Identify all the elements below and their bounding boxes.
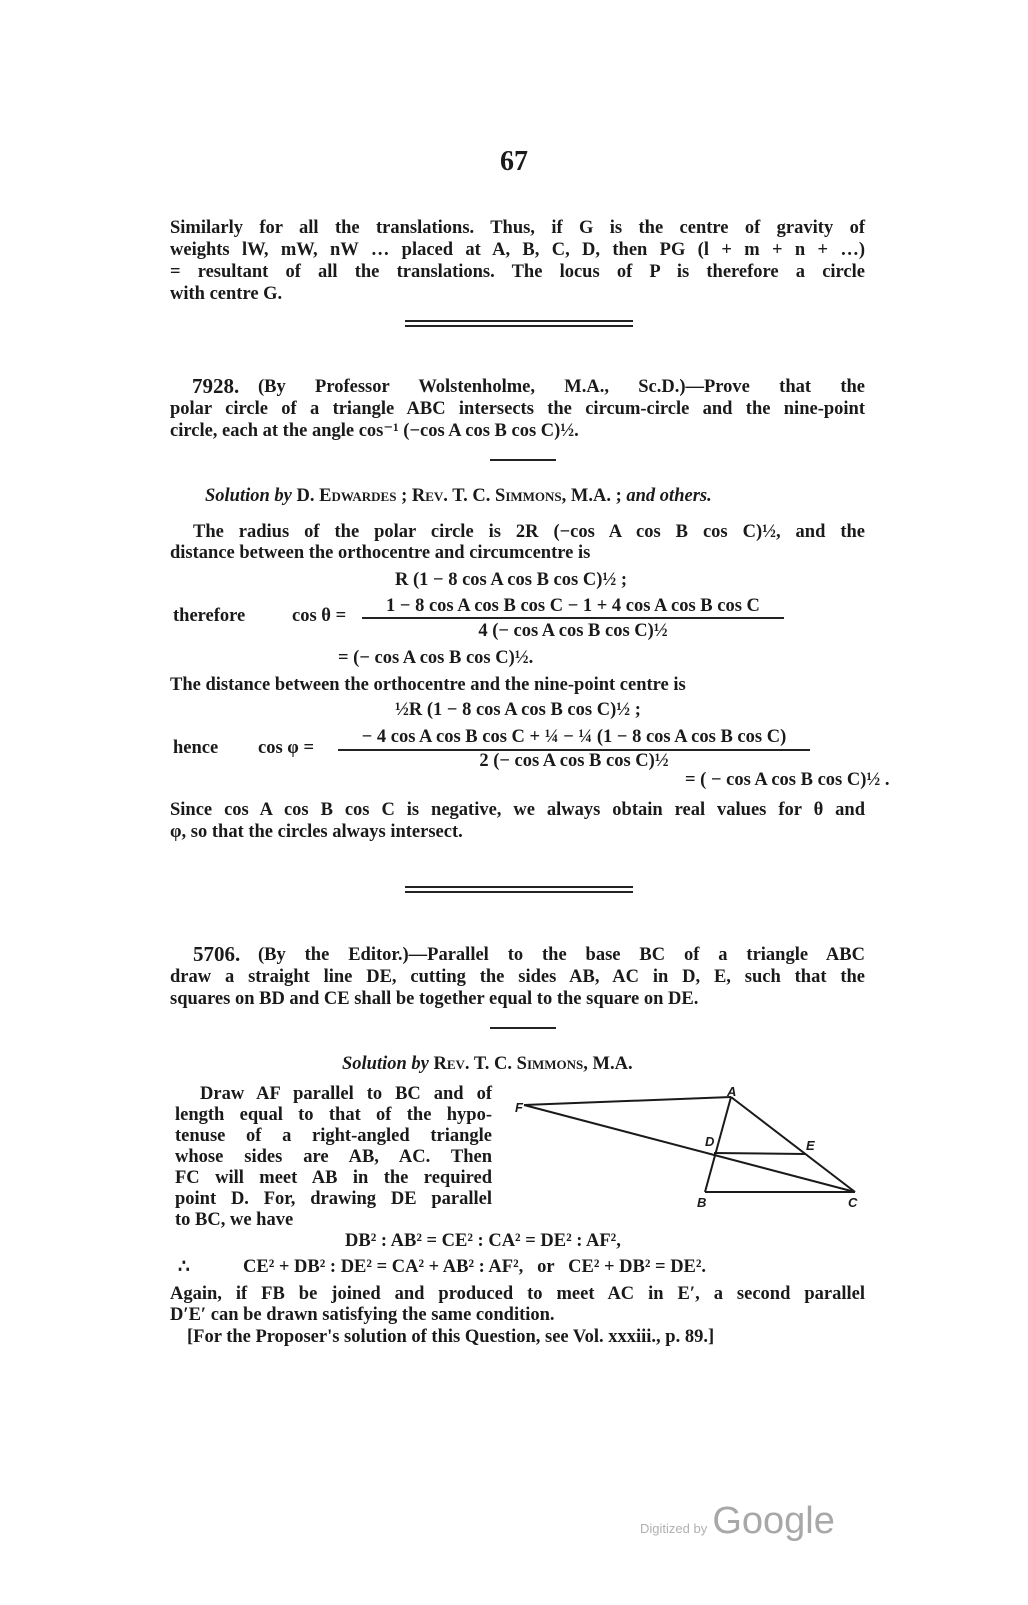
proposer-note: [For the Proposer's solution of this Question, see Vol. xxxiii., p. 89.] (187, 1327, 715, 1347)
question-text: polar circle of a triangle ABC intersects the circum-circle and the nine-point (170, 399, 865, 419)
solution-by-label: Solution by (205, 486, 292, 506)
question-number: 7928. (192, 374, 240, 398)
equation: ½R (1 − 8 cos A cos B cos C)½ ; (395, 700, 641, 720)
text-line: whose sides are AB, AC. Then (175, 1147, 492, 1167)
equation: R (1 − 8 cos A cos B cos C)½ ; (395, 570, 628, 590)
intro-line: = resultant of all the translations. The locus of P is therefore a circle (170, 262, 865, 282)
equation: DB² : AB² = CE² : CA² = DE² : AF², (345, 1231, 621, 1251)
label-C: C (848, 1195, 858, 1210)
text-line: D′E′ can be drawn satisfying the same condition. (170, 1305, 555, 1325)
text-line: The radius of the polar circle is 2R (−cos A cos B cos C)½, and the (193, 522, 865, 542)
text-line: Draw AF parallel to BC and of (200, 1084, 492, 1104)
text-line: point D. For, drawing DE parallel (175, 1189, 492, 1209)
question-text: (By Professor Wolstenholme, M.A., Sc.D.)—Prove that the (258, 377, 865, 397)
line-FA (524, 1097, 731, 1105)
fraction-numerator: 1 − 8 cos A cos B cos C − 1 + 4 cos A cos B cos C (386, 596, 760, 616)
intro-line: with centre G. (170, 284, 283, 304)
solution-by-label: Solution by (342, 1054, 429, 1074)
label-D: D (705, 1134, 715, 1149)
cos-phi-label: cos φ = (258, 738, 314, 758)
watermark-prefix: Digitized by (640, 1521, 708, 1536)
text-line: Since cos A cos B cos C is negative, we always obtain real values for θ and (170, 800, 865, 820)
hence-label: hence (173, 738, 219, 758)
question-text: circle, each at the angle cos⁻¹ (−cos A cos B cos C)½. (170, 421, 579, 441)
google-watermark (640, 1500, 835, 1543)
fraction-numerator: − 4 cos A cos B cos C + ¼ − ¼ (1 − 8 cos A cos B cos C) (361, 727, 787, 747)
question-number: 5706. (193, 942, 241, 966)
cos-theta-label: cos θ = (292, 606, 347, 626)
page-number: 67 (500, 146, 528, 177)
equation: CE² + DB² : DE² = CA² + AB² : AF², or CE² + DB² = DE². (243, 1257, 707, 1277)
therefore-label: therefore (173, 606, 246, 626)
label-B: B (697, 1195, 707, 1210)
intro-line: Similarly for all the translations. Thus, if G is the centre of gravity of (170, 218, 865, 238)
fraction-denominator: 2 (− cos A cos B cos C)½ (479, 751, 669, 771)
equation-result: = (− cos A cos B cos C)½. (338, 648, 534, 668)
fraction-denominator: 4 (− cos A cos B cos C)½ (478, 621, 668, 641)
text-line: FC will meet AB in the required (175, 1168, 492, 1188)
solver: Rev. T. C. Simmons, M.A. (433, 1054, 633, 1074)
watermark-brand: Google (712, 1500, 835, 1542)
question-text: squares on BD and CE shall be together equal to the square on DE. (170, 989, 699, 1009)
text-line: φ, so that the circles always intersect. (170, 822, 463, 842)
and-others: and others. (626, 486, 712, 506)
label-A: A (727, 1084, 737, 1099)
therefore-symbol: ∴ (178, 1257, 190, 1277)
text-line: The distance between the orthocentre and the nine-point centre is (170, 675, 686, 695)
label-F: F (515, 1100, 523, 1115)
solvers: D. Edwardes ; Rev. T. C. Simmons, M.A. ; (296, 486, 622, 506)
intro-line: weights lW, mW, nW … placed at A, B, C, D, then PG (l + m + n + …) (170, 240, 865, 260)
equation-result: = ( − cos A cos B cos C)½ . (685, 770, 890, 790)
text-line: length equal to that of the hypo- (175, 1105, 492, 1125)
line-AC (731, 1097, 855, 1192)
text-line: to BC, we have (175, 1210, 294, 1230)
text-line: Again, if FB be joined and produced to meet AC in E′, a second parallel (170, 1284, 865, 1304)
label-E: E (806, 1138, 815, 1153)
question-text: draw a straight line DE, cutting the sides AB, AC in D, E, such that the (170, 967, 865, 987)
question-text: (By the Editor.)—Parallel to the base BC of a triangle ABC (258, 945, 865, 965)
line-DE (714, 1153, 805, 1154)
text-line: tenuse of a right-angled triangle (175, 1126, 492, 1146)
text-line: distance between the orthocentre and circumcentre is (170, 543, 591, 563)
